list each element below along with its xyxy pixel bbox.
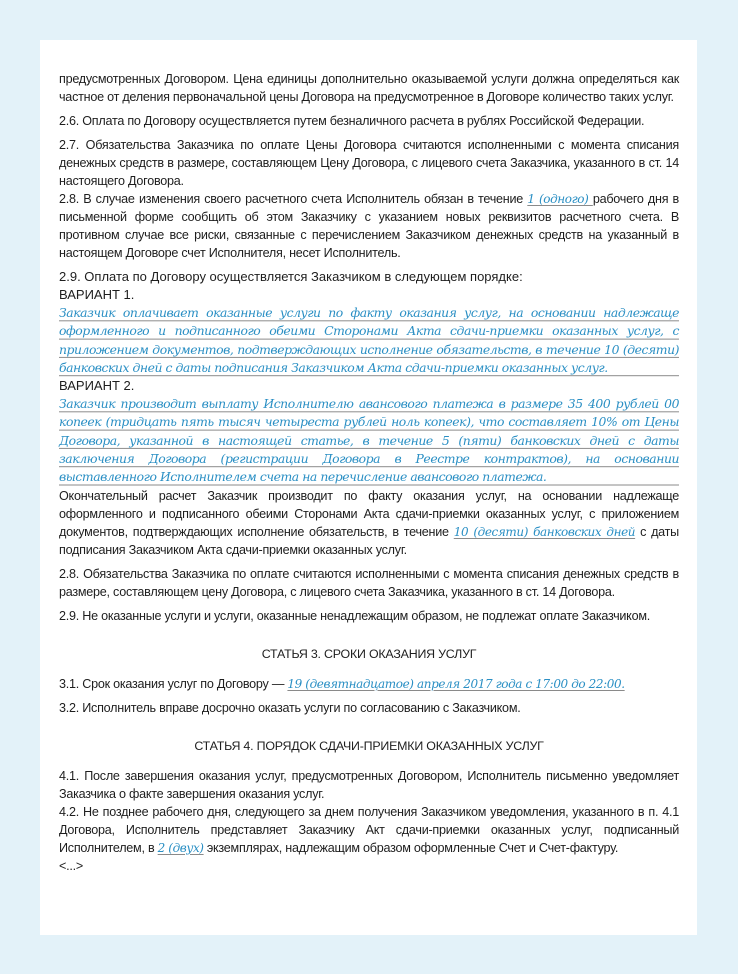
final-calc-text-after: с даты подписания Заказчиком Акта сдачи-приемки оказанных услуг. xyxy=(59,524,679,557)
clause-2-8-obligations: 2.8. Обязательства Заказчика по оплате считаются исполненными с момента списания денежных средств в размере, составляющем цену Договора, с лицевого счета Заказчика, указанного в ст. 14 Договора. xyxy=(59,566,679,599)
clause-3-1-text: 3.1. Срок оказания услуг по Договору — xyxy=(59,676,288,691)
contract-text xyxy=(59,70,679,875)
clause-2-8-account-change xyxy=(59,190,679,262)
clause-2-7: 2.7. Обязательства Заказчика по оплате Цены Договора считаются исполненными с момента списания денежных средств в размере, составляющем Цену Договора, с лицевого счета Заказчика, указанного в ст. 14 настоящего Договора. xyxy=(59,138,679,188)
clause-4-1: 4.1. После завершения оказания услуг, предусмотренных Договором, Исполнитель письменно уведомляет Заказчика о факте завершения оказания услуг. xyxy=(59,768,679,801)
clause-3-1 xyxy=(59,675,679,693)
omission-ellipsis: <...> xyxy=(59,858,83,873)
clause-2-8-text-after: рабочего дня в письменной форме сообщить об этом Заказчику с указанием новых реквизитов расчетного счета. В противном случае все риски, связанные с перечислением Заказчиком денежных средств на указанный в настоящем Договоре счет Исполнителя, несет Исполнитель. xyxy=(59,192,679,260)
highlight-ten-bank-days: 10 (десяти) банковских дней xyxy=(453,524,636,539)
article-4-heading: СТАТЬЯ 4. ПОРЯДОК СДАЧИ-ПРИЕМКИ ОКАЗАННЫХ УСЛУГ xyxy=(194,738,544,753)
clause-2-8-text-before: 2.8. В случае изменения своего расчетного счета Исполнитель обязан в течение xyxy=(59,192,528,206)
final-calc-text-before: Окончательный расчет Заказчик производит по факту оказания услуг, на основании надлежаще оформленного и подписанного обеими Сторонами Акта сдачи-приемки оказанных услуг, с приложением документов, подтверждающих исполнение обязательств, в течение xyxy=(59,488,679,539)
clause-2-9-unpaid-services: 2.9. Не оказанные услуги и услуги, оказанные ненадлежащим образом, не подлежат оплате Заказчиком. xyxy=(59,608,650,623)
clause-2-9-payment-order: 2.9. Оплата по Договору осуществляется Заказчиком в следующем порядке: xyxy=(59,269,523,284)
intro-paragraph: предусмотренных Договором. Цена единицы дополнительно оказываемой услуги должна определяться как частное от деления первоначальной цены Договора на предусмотренное в Договоре количество таких услуг. xyxy=(59,72,679,104)
highlight-service-date: 19 (девятнадцатое) апреля 2017 года с 17:00 до 22:00. xyxy=(287,676,625,691)
clause-4-2-text-after: экземплярах, надлежащим образом оформленные Счет и Счет-фактуру. xyxy=(203,840,619,855)
variant-2-label: ВАРИАНТ 2. xyxy=(59,378,135,394)
variant-1-label: ВАРИАНТ 1. xyxy=(59,287,135,302)
clause-4-2 xyxy=(59,803,679,857)
final-calculation-paragraph xyxy=(59,487,679,559)
highlight-one-day: 1 (одного) xyxy=(527,192,593,206)
variant-1-text: Заказчик оплачивает оказанные услуги по факту оказания услуг, на основании надлежаще оформленного и подписанного обеими Сторонами Акта сдачи-приемки оказанных услуг, с приложением документов, подтверждающих исполнение обязательств, в течение 10 (десяти) банковских дней с даты подписания Заказчиком Акта сдачи-приемки оказанных услуг. xyxy=(59,304,679,377)
highlight-two-copies: 2 (двух) xyxy=(157,840,204,855)
article-3-heading: СТАТЬЯ 3. СРОКИ ОКАЗАНИЯ УСЛУГ xyxy=(261,646,477,661)
clause-4-2-text-before: 4.2. Не позднее рабочего дня, следующего за днем получения Заказчиком уведомления, указанного в п. 4.1 Договора, Исполнитель представляет Заказчику Акт сдачи-приемки оказанных услуг, подписанный Исполнителем, в xyxy=(59,804,679,855)
clause-2-6: 2.6. Оплата по Договору осуществляется путем безналичного расчета в рублях Российской Федерации. xyxy=(59,114,645,128)
clause-3-2: 3.2. Исполнитель вправе досрочно оказать услуги по согласованию с Заказчиком. xyxy=(59,700,521,715)
document-page xyxy=(40,40,697,935)
variant-2-text: Заказчик производит выплату Исполнителю авансового платежа в размере 35 400 рублей 00 копеек (тридцать пять тысяч четыреста рублей ноль копеек), что составляет 10% от Цены Договора, указанной в настоящей статье, в течение 5 (пяти) банковских дней с даты заключения Договора (регистрации Договора в Реестре контрактов), на основании выставленного Исполнителем счета на перечисление авансового платежа. xyxy=(59,395,679,486)
